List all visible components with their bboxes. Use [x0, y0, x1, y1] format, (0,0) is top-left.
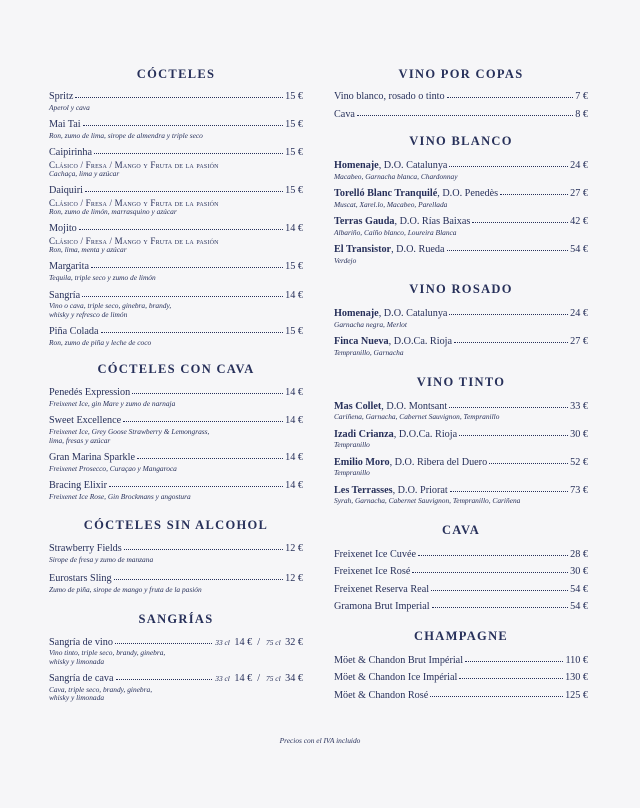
cocteles-list — [49, 91, 303, 347]
section-title-cocteles-con-cava: CÓCTELES CON CAVA — [97, 362, 255, 377]
section-title-vino-rosado: VINO ROSADO — [409, 282, 513, 297]
menu-item-mai-tai: Mai Tai 15 € Ron, zumo de lima, sirope de almendra y triple seco — [49, 119, 303, 140]
menu-item-eurostars-sling: Eurostars Sling 12 € Zumo de piña, sirope de mango y fruta de la pasión — [49, 573, 303, 594]
champagne-list — [334, 655, 588, 703]
tinto-list — [334, 401, 588, 506]
section-title-champagne: CHAMPAGNE — [413, 628, 509, 643]
cava-item-ice-rose: Freixenet Ice Rosé 30 € — [334, 566, 588, 578]
menu-item-pina-colada: Piña Colada 15 € Ron, zumo de piña y leche de coco — [49, 326, 303, 347]
wine-item-homenaje-rosado: Homenaje, D.O. Catalunya 24 € Garnacha negra, Merlot — [334, 308, 588, 329]
wine-item-emilio-moro: Emilio Moro, D.O. Ribera del Duero 52 € Tempranillo — [334, 456, 588, 478]
wine-item-homenaje-blanco: Homenaje, D.O. Catalunya 24 € Macabeo, Garnacha blanca, Chardonnay — [334, 160, 588, 181]
champagne-item-rose: Möet & Chandon Rosé 125 € — [334, 689, 588, 701]
wine-item-izadi-crianza: Izadi Crianza, D.O.Ca. Rioja 30 € Tempranillo — [334, 428, 588, 450]
menu-item-spritz: Spritz 15 € Aperol y cava — [49, 91, 303, 112]
menu-item-caipirinha: Caipirinha 15 € Clásico / Fresa / Mango y Fruta de la pasión Cachaça, lima y azúcar — [49, 147, 303, 178]
menu-item-sangria-de-vino: Sangría de vino 33 cl 14 € / 75 cl 32 € Vino tinto, triple seco, brandy, ginebra, whisky y limonada — [49, 636, 303, 666]
section-title-cava: CAVA — [441, 522, 481, 537]
menu-item-bracing-elixir: Bracing Elixir 14 € Freixenet Ice Rose, Gin Brockmans y angostura — [49, 480, 303, 501]
menu-item-daiquiri: Daiquiri 15 € Clásico / Fresa / Mango y Fruta de la pasión Ron, zumo de limón, marrasquino y azúcar — [49, 185, 303, 216]
cava-item-gramona: Gramona Brut Imperial 54 € — [334, 601, 588, 613]
sangrias-list — [49, 637, 303, 703]
section-title-cocteles: CÓCTELES — [136, 67, 216, 81]
wine-item-mas-collet: Mas Collet, D.O. Montsant 33 € Cariñena, Garnacha, Cabernet Sauvignon, Tempranillo — [334, 400, 588, 422]
sin-alcohol-list — [49, 543, 303, 594]
wine-item-les-terrasses: Les Terrasses, D.O. Priorat 73 € Syrah, Garnacha, Cabernet Sauvignon, Tempranillo, Cariñena — [334, 484, 588, 506]
cava-list — [334, 549, 588, 614]
menu-item-sweet-excellence: Sweet Excellence 14 € Freixenet Ice, Grey Goose Strawberry & Lemongrass, lima, fresas y azúcar — [49, 415, 303, 445]
wine-item-torello: Torelló Blanc Tranquilé, D.O. Penedès 27 € Muscat, Xarel.lo, Macabeo, Parellada — [334, 188, 588, 209]
cava-item-reserva-real: Freixenet Reserva Real 54 € — [334, 583, 588, 595]
cava-cocteles-list — [49, 387, 303, 501]
blanco-list — [334, 160, 588, 265]
champagne-item-brut-imperial: Möet & Chandon Brut Impérial 110 € — [334, 654, 588, 666]
menu-item-vino-copa: Vino blanco, rosado o tinto 7 € — [334, 91, 588, 102]
menu-item-sangria-de-cava: Sangría de cava 33 cl 14 € / 75 cl 34 € Cava, triple seco, brandy, ginebra, whisky y limonada — [49, 673, 303, 703]
cava-item-ice-cuvee: Freixenet Ice Cuvée 28 € — [334, 548, 588, 560]
wine-item-el-transistor: El Transistor, D.O. Rueda 54 € Verdejo — [334, 244, 588, 265]
copas-list — [334, 91, 588, 121]
section-title-sangrias: SANGRÍAS — [138, 611, 214, 626]
menu-item-strawberry-fields: Strawberry Fields 12 € Sirope de fresa y zumo de manzana — [49, 543, 303, 564]
menu-item-cava-copa: Cava 8 € — [334, 108, 588, 120]
menu-item-sangria: Sangría 14 € Vino o cava, triple seco, ginebra, brandy, whisky y refresco de limón — [49, 289, 303, 319]
left-column — [49, 66, 303, 703]
section-title-vino-tinto: VINO TINTO — [416, 374, 506, 389]
right-column — [334, 66, 588, 702]
wine-item-terras-gauda: Terras Gauda, D.O. Rías Baixas 42 € Albariño, Caíño blanco, Loureira Blanca — [334, 216, 588, 237]
rosado-list — [334, 308, 588, 357]
menu-item-mojito: Mojito 14 € Clásico / Fresa / Mango y Fruta de la pasión Ron, lima, menta y azúcar — [49, 223, 303, 254]
menu-item-gran-marina-sparkle: Gran Marina Sparkle 14 € Freixenet Prosecco, Curaçao y Mangaroca — [49, 452, 303, 473]
wine-item-finca-nueva: Finca Nueva, D.O.Ca. Rioja 27 € Tempranillo, Garnacha — [334, 336, 588, 357]
champagne-item-ice-imperial: Möet & Chandon Ice Impérial 130 € — [334, 672, 588, 684]
section-title-sin-alcohol: CÓCTELES SIN ALCOHOL — [83, 518, 269, 533]
section-title-vino-por-copas: VINO POR COPAS — [398, 67, 524, 81]
footer-note: Precios con el IVA incluido — [279, 736, 361, 745]
menu-item-penedes-expression: Penedés Expression 14 € Freixenet Ice, gin Mare y zumo de narnaja — [49, 387, 303, 408]
menu-item-margarita: Margarita 15 € Tequila, triple seco y zumo de limón — [49, 261, 303, 282]
section-title-vino-blanco: VINO BLANCO — [409, 134, 513, 148]
